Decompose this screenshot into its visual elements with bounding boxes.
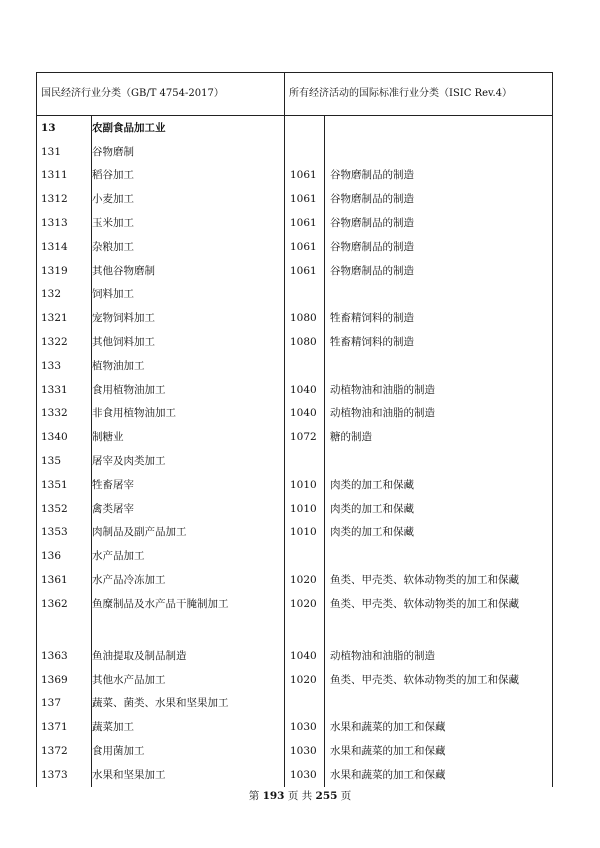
table-row — [37, 739, 553, 763]
isic-name-cell: 谷物磨制品的制造 — [325, 187, 553, 211]
isic-code-cell: 1040 — [285, 402, 325, 426]
isic-name-cell: 糖的制造 — [325, 425, 553, 449]
isic-code-cell: 1030 — [285, 715, 325, 739]
isic-name-cell: 谷物磨制品的制造 — [325, 164, 553, 188]
gbt-name-cell: 鱼糜制品及水产品干腌制加工 — [92, 592, 285, 644]
isic-code-cell: 1080 — [285, 330, 325, 354]
footer-middle: 页 共 — [287, 790, 313, 802]
gbt-code-cell: 137 — [37, 692, 92, 716]
gbt-name-cell: 其他谷物磨制 — [92, 259, 285, 283]
gbt-name-cell: 牲畜屠宰 — [92, 473, 285, 497]
isic-code-cell: 1030 — [285, 739, 325, 763]
gbt-code-cell: 1340 — [37, 425, 92, 449]
gbt-code-cell: 132 — [37, 283, 92, 307]
gbt-code-cell: 1351 — [37, 473, 92, 497]
gbt-code-cell: 1332 — [37, 402, 92, 426]
isic-name-cell: 水果和蔬菜的加工和保藏 — [325, 763, 553, 787]
isic-code-cell: 1061 — [285, 259, 325, 283]
classification-table — [36, 72, 553, 787]
gbt-code-cell: 1319 — [37, 259, 92, 283]
isic-code-cell — [285, 283, 325, 307]
isic-name-cell: 水果和蔬菜的加工和保藏 — [325, 739, 553, 763]
gbt-code-cell: 1322 — [37, 330, 92, 354]
isic-code-cell — [285, 116, 325, 140]
isic-name-cell: 肉类的加工和保藏 — [325, 497, 553, 521]
gbt-code-cell: 136 — [37, 544, 92, 568]
isic-name-cell: 牲畜精饲料的制造 — [325, 306, 553, 330]
table-row — [37, 140, 553, 164]
table-row — [37, 306, 553, 330]
isic-code-cell: 1040 — [285, 644, 325, 668]
footer-page-number: 193 — [262, 790, 285, 802]
table-header-row — [37, 73, 553, 116]
table-row — [37, 497, 553, 521]
gbt-name-cell: 鱼油提取及制品制造 — [92, 644, 285, 668]
gbt-name-cell: 非食用植物油加工 — [92, 402, 285, 426]
table-row — [37, 644, 553, 668]
table-row — [37, 715, 553, 739]
isic-name-cell: 动植物油和油脂的制造 — [325, 644, 553, 668]
isic-code-cell: 1010 — [285, 521, 325, 545]
gbt-name-cell: 玉米加工 — [92, 211, 285, 235]
gbt-name-cell: 蔬菜加工 — [92, 715, 285, 739]
gbt-code-cell: 1352 — [37, 497, 92, 521]
isic-name-cell — [325, 354, 553, 378]
table-row — [37, 259, 553, 283]
gbt-code-cell: 131 — [37, 140, 92, 164]
isic-name-cell: 谷物磨制品的制造 — [325, 259, 553, 283]
gbt-code-cell: 1353 — [37, 521, 92, 545]
isic-name-cell — [325, 449, 553, 473]
isic-name-cell — [325, 544, 553, 568]
table-row — [37, 164, 553, 188]
isic-name-cell — [325, 283, 553, 307]
table-row — [37, 544, 553, 568]
table-row — [37, 235, 553, 259]
isic-code-cell — [285, 449, 325, 473]
gbt-name-cell: 食用植物油加工 — [92, 378, 285, 402]
header-isic: 所有经济活动的国际标准行业分类（ISIC Rev.4） — [285, 73, 553, 116]
isic-name-cell: 动植物油和油脂的制造 — [325, 378, 553, 402]
gbt-name-cell: 植物油加工 — [92, 354, 285, 378]
table-row — [37, 187, 553, 211]
isic-code-cell: 1040 — [285, 378, 325, 402]
isic-code-cell: 1080 — [285, 306, 325, 330]
isic-code-cell: 1010 — [285, 473, 325, 497]
table-row — [37, 116, 553, 140]
isic-name-cell: 牲畜精饲料的制造 — [325, 330, 553, 354]
isic-name-cell: 肉类的加工和保藏 — [325, 521, 553, 545]
gbt-code-cell: 1312 — [37, 187, 92, 211]
gbt-name-cell: 禽类屠宰 — [92, 497, 285, 521]
gbt-name-cell: 其他水产品加工 — [92, 668, 285, 692]
gbt-code-cell: 1321 — [37, 306, 92, 330]
table-row — [37, 473, 553, 497]
gbt-code-cell: 1369 — [37, 668, 92, 692]
isic-code-cell — [285, 140, 325, 164]
isic-name-cell: 鱼类、甲壳类、软体动物类的加工和保藏 — [325, 568, 553, 592]
gbt-name-cell: 其他饲料加工 — [92, 330, 285, 354]
isic-code-cell: 1061 — [285, 164, 325, 188]
gbt-code-cell: 1363 — [37, 644, 92, 668]
table-row — [37, 378, 553, 402]
gbt-code-cell: 1331 — [37, 378, 92, 402]
table-row — [37, 330, 553, 354]
isic-code-cell — [285, 692, 325, 716]
isic-code-cell: 1061 — [285, 187, 325, 211]
isic-name-cell: 肉类的加工和保藏 — [325, 473, 553, 497]
isic-code-cell: 1020 — [285, 592, 325, 644]
gbt-name-cell: 蔬菜、菌类、水果和坚果加工 — [92, 692, 285, 716]
gbt-name-cell: 小麦加工 — [92, 187, 285, 211]
footer-total-pages: 255 — [315, 790, 338, 802]
isic-code-cell: 1020 — [285, 568, 325, 592]
gbt-name-cell: 杂粮加工 — [92, 235, 285, 259]
gbt-code-cell: 1372 — [37, 739, 92, 763]
isic-name-cell — [325, 692, 553, 716]
gbt-name-cell: 水产品冷冻加工 — [92, 568, 285, 592]
header-gbt: 国民经济行业分类（GB/T 4754-2017） — [37, 73, 285, 116]
isic-code-cell: 1010 — [285, 497, 325, 521]
table-row — [37, 763, 553, 787]
table-row — [37, 568, 553, 592]
isic-code-cell: 1030 — [285, 763, 325, 787]
isic-name-cell: 鱼类、甲壳类、软体动物类的加工和保藏 — [325, 592, 553, 644]
gbt-name-cell: 饲料加工 — [92, 283, 285, 307]
table-row — [37, 668, 553, 692]
isic-code-cell: 1061 — [285, 211, 325, 235]
gbt-code-cell: 13 — [37, 116, 92, 140]
gbt-name-cell: 水果和坚果加工 — [92, 763, 285, 787]
isic-code-cell: 1061 — [285, 235, 325, 259]
isic-code-cell — [285, 354, 325, 378]
gbt-code-cell: 1314 — [37, 235, 92, 259]
gbt-code-cell: 1373 — [37, 763, 92, 787]
isic-code-cell: 1072 — [285, 425, 325, 449]
table-row — [37, 211, 553, 235]
footer-suffix: 页 — [340, 790, 352, 802]
page-footer — [0, 788, 600, 803]
gbt-name-cell: 稻谷加工 — [92, 164, 285, 188]
isic-name-cell: 动植物油和油脂的制造 — [325, 402, 553, 426]
isic-code-cell — [285, 544, 325, 568]
table-row — [37, 354, 553, 378]
gbt-code-cell: 1311 — [37, 164, 92, 188]
table-row — [37, 692, 553, 716]
gbt-code-cell: 1361 — [37, 568, 92, 592]
gbt-name-cell: 农副食品加工业 — [92, 116, 285, 140]
table-row — [37, 283, 553, 307]
gbt-code-cell: 1371 — [37, 715, 92, 739]
gbt-name-cell: 水产品加工 — [92, 544, 285, 568]
gbt-code-cell: 1313 — [37, 211, 92, 235]
table-row — [37, 425, 553, 449]
gbt-code-cell: 1362 — [37, 592, 92, 644]
isic-name-cell — [325, 140, 553, 164]
gbt-code-cell: 135 — [37, 449, 92, 473]
gbt-name-cell: 制糖业 — [92, 425, 285, 449]
isic-name-cell: 水果和蔬菜的加工和保藏 — [325, 715, 553, 739]
table-row — [37, 449, 553, 473]
isic-code-cell: 1020 — [285, 668, 325, 692]
gbt-name-cell: 谷物磨制 — [92, 140, 285, 164]
gbt-name-cell: 食用菌加工 — [92, 739, 285, 763]
table-row — [37, 592, 553, 644]
footer-prefix: 第 — [248, 790, 260, 802]
isic-name-cell: 鱼类、甲壳类、软体动物类的加工和保藏 — [325, 668, 553, 692]
isic-name-cell: 谷物磨制品的制造 — [325, 211, 553, 235]
table-row — [37, 402, 553, 426]
gbt-name-cell: 宠物饲料加工 — [92, 306, 285, 330]
isic-name-cell: 谷物磨制品的制造 — [325, 235, 553, 259]
table-row — [37, 521, 553, 545]
gbt-code-cell: 133 — [37, 354, 92, 378]
gbt-name-cell: 屠宰及肉类加工 — [92, 449, 285, 473]
gbt-name-cell: 肉制品及副产品加工 — [92, 521, 285, 545]
isic-name-cell — [325, 116, 553, 140]
